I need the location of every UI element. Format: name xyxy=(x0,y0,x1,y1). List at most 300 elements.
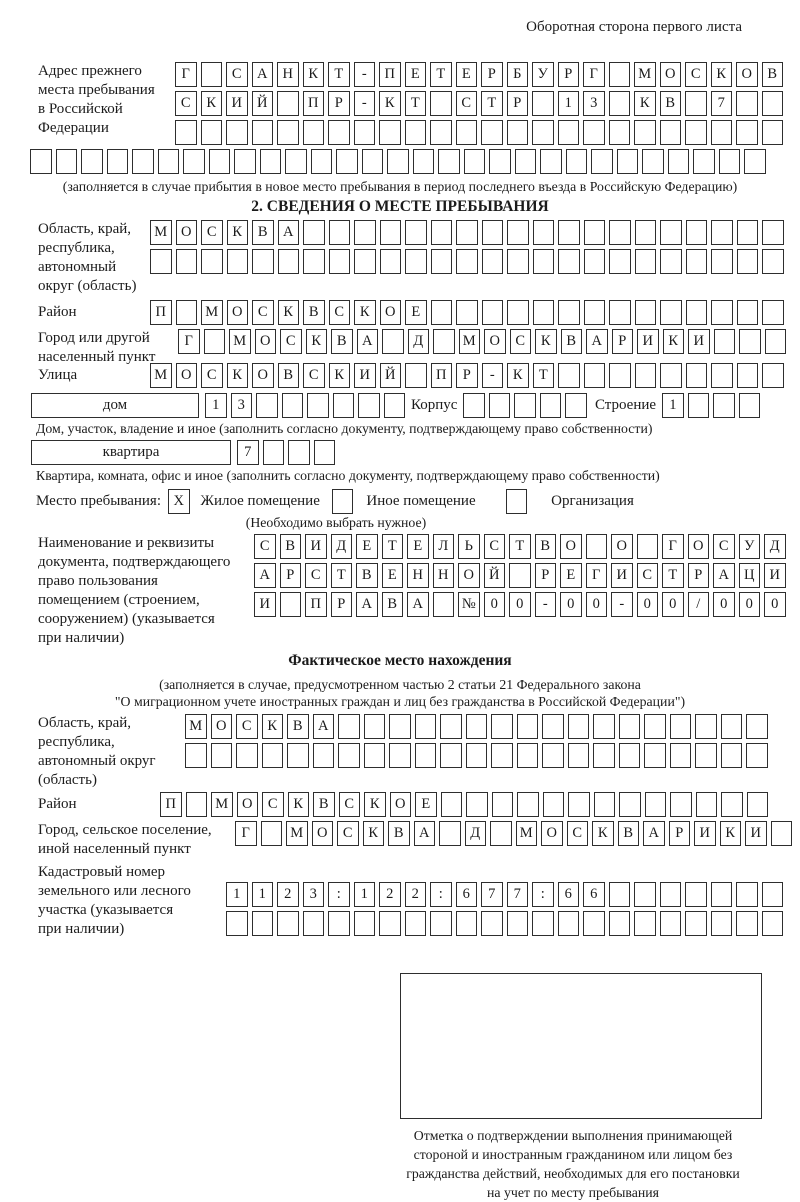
char-box[interactable]: Т xyxy=(533,363,555,388)
char-box[interactable] xyxy=(634,120,656,145)
char-box[interactable] xyxy=(328,911,350,936)
char-box[interactable] xyxy=(132,149,154,174)
char-box[interactable]: Е xyxy=(415,792,437,817)
char-box[interactable] xyxy=(660,363,682,388)
char-box[interactable] xyxy=(660,911,682,936)
char-box[interactable]: М xyxy=(150,220,172,245)
char-box[interactable] xyxy=(736,882,758,907)
char-box[interactable]: Л xyxy=(433,534,455,559)
char-box[interactable] xyxy=(482,220,504,245)
char-box[interactable]: И xyxy=(305,534,327,559)
char-box[interactable]: Р xyxy=(481,62,503,87)
char-box[interactable] xyxy=(583,120,605,145)
char-box[interactable] xyxy=(695,714,717,739)
char-box[interactable] xyxy=(261,821,283,846)
char-box[interactable]: А xyxy=(713,563,735,588)
char-box[interactable] xyxy=(737,249,759,274)
char-box[interactable] xyxy=(507,120,529,145)
char-box[interactable]: Р xyxy=(456,363,478,388)
char-box[interactable]: Д xyxy=(764,534,786,559)
char-box[interactable] xyxy=(491,714,513,739)
char-box[interactable] xyxy=(481,120,503,145)
char-box[interactable] xyxy=(201,62,223,87)
char-box[interactable]: 1 xyxy=(205,393,227,418)
char-box[interactable] xyxy=(431,220,453,245)
char-box[interactable] xyxy=(354,120,376,145)
char-box[interactable]: О xyxy=(611,534,633,559)
char-box[interactable]: Е xyxy=(560,563,582,588)
char-box[interactable] xyxy=(263,440,285,465)
char-box[interactable]: Д xyxy=(408,329,430,354)
char-box[interactable]: С xyxy=(484,534,506,559)
char-box[interactable] xyxy=(695,743,717,768)
checkbox-other-premises[interactable] xyxy=(332,489,354,514)
char-box[interactable]: Т xyxy=(331,563,353,588)
char-box[interactable]: М xyxy=(229,329,251,354)
char-box[interactable] xyxy=(635,300,657,325)
char-box[interactable] xyxy=(670,743,692,768)
char-box[interactable] xyxy=(762,220,784,245)
char-box[interactable] xyxy=(765,329,787,354)
char-box[interactable]: О xyxy=(736,62,758,87)
char-box[interactable]: О xyxy=(560,534,582,559)
char-box[interactable] xyxy=(252,249,274,274)
char-box[interactable] xyxy=(439,821,461,846)
char-box[interactable]: Е xyxy=(382,563,404,588)
char-box[interactable] xyxy=(634,882,656,907)
char-box[interactable]: А xyxy=(313,714,335,739)
char-box[interactable] xyxy=(711,220,733,245)
char-box[interactable]: М xyxy=(286,821,308,846)
char-box[interactable]: С xyxy=(254,534,276,559)
char-box[interactable]: К xyxy=(303,62,325,87)
char-box[interactable]: М xyxy=(201,300,223,325)
char-box[interactable] xyxy=(285,149,307,174)
char-box[interactable] xyxy=(440,714,462,739)
char-box[interactable] xyxy=(586,534,608,559)
char-box[interactable] xyxy=(431,249,453,274)
char-box[interactable]: Г xyxy=(175,62,197,87)
char-box[interactable]: О xyxy=(255,329,277,354)
char-box[interactable]: В xyxy=(660,91,682,116)
char-box[interactable] xyxy=(507,249,529,274)
char-box[interactable] xyxy=(558,120,580,145)
char-box[interactable] xyxy=(711,911,733,936)
char-box[interactable]: А xyxy=(643,821,665,846)
char-box[interactable] xyxy=(762,249,784,274)
char-box[interactable]: А xyxy=(407,592,429,617)
char-box[interactable]: Р xyxy=(688,563,710,588)
char-box[interactable] xyxy=(415,714,437,739)
char-box[interactable]: И xyxy=(637,329,659,354)
char-box[interactable]: А xyxy=(278,220,300,245)
char-box[interactable] xyxy=(328,120,350,145)
char-box[interactable]: К xyxy=(262,714,284,739)
char-box[interactable] xyxy=(542,743,564,768)
char-box[interactable] xyxy=(338,714,360,739)
char-box[interactable] xyxy=(413,149,435,174)
char-box[interactable] xyxy=(252,911,274,936)
char-box[interactable]: О xyxy=(390,792,412,817)
char-box[interactable]: 2 xyxy=(379,882,401,907)
char-box[interactable] xyxy=(56,149,78,174)
char-box[interactable] xyxy=(211,743,233,768)
char-box[interactable] xyxy=(721,792,743,817)
char-box[interactable]: К xyxy=(227,363,249,388)
char-box[interactable]: В xyxy=(618,821,640,846)
char-box[interactable]: Е xyxy=(456,62,478,87)
char-box[interactable] xyxy=(686,220,708,245)
char-box[interactable] xyxy=(456,220,478,245)
char-box[interactable] xyxy=(107,149,129,174)
char-box[interactable] xyxy=(685,911,707,936)
char-box[interactable] xyxy=(466,714,488,739)
char-box[interactable] xyxy=(609,300,631,325)
char-box[interactable]: И xyxy=(226,91,248,116)
char-box[interactable]: Р xyxy=(507,91,529,116)
char-box[interactable] xyxy=(364,743,386,768)
char-box[interactable] xyxy=(201,249,223,274)
char-box[interactable]: 0 xyxy=(637,592,659,617)
char-box[interactable]: Т xyxy=(430,62,452,87)
char-box[interactable] xyxy=(593,743,615,768)
char-box[interactable] xyxy=(260,149,282,174)
char-box[interactable] xyxy=(329,220,351,245)
char-box[interactable]: В xyxy=(303,300,325,325)
char-box[interactable] xyxy=(532,120,554,145)
char-box[interactable] xyxy=(619,714,641,739)
char-box[interactable]: Й xyxy=(484,563,506,588)
char-box[interactable] xyxy=(307,393,329,418)
char-box[interactable]: Г xyxy=(662,534,684,559)
char-box[interactable]: Е xyxy=(405,62,427,87)
char-box[interactable] xyxy=(490,821,512,846)
char-box[interactable] xyxy=(456,120,478,145)
char-box[interactable]: Р xyxy=(669,821,691,846)
char-box[interactable]: Д xyxy=(465,821,487,846)
char-box[interactable] xyxy=(464,149,486,174)
char-box[interactable] xyxy=(568,743,590,768)
char-box[interactable] xyxy=(176,300,198,325)
char-box[interactable] xyxy=(660,300,682,325)
char-box[interactable] xyxy=(489,149,511,174)
char-box[interactable]: С xyxy=(252,300,274,325)
char-box[interactable] xyxy=(532,911,554,936)
char-box[interactable] xyxy=(430,120,452,145)
char-box[interactable] xyxy=(405,911,427,936)
char-box[interactable]: И xyxy=(745,821,767,846)
char-box[interactable] xyxy=(303,120,325,145)
char-box[interactable] xyxy=(594,792,616,817)
char-box[interactable]: 0 xyxy=(560,592,582,617)
char-box[interactable] xyxy=(617,149,639,174)
char-box[interactable]: М xyxy=(459,329,481,354)
char-box[interactable]: О xyxy=(660,62,682,87)
char-box[interactable] xyxy=(482,249,504,274)
char-box[interactable] xyxy=(711,249,733,274)
char-box[interactable] xyxy=(362,149,384,174)
char-box[interactable] xyxy=(389,743,411,768)
char-box[interactable]: А xyxy=(254,563,276,588)
char-box[interactable]: В xyxy=(278,363,300,388)
char-box[interactable]: К xyxy=(363,821,385,846)
char-box[interactable]: П xyxy=(150,300,172,325)
char-box[interactable]: С xyxy=(201,363,223,388)
char-box[interactable] xyxy=(566,149,588,174)
char-box[interactable] xyxy=(517,714,539,739)
char-box[interactable] xyxy=(333,393,355,418)
char-box[interactable] xyxy=(685,882,707,907)
char-box[interactable]: О xyxy=(688,534,710,559)
char-box[interactable]: Р xyxy=(612,329,634,354)
char-box[interactable]: М xyxy=(634,62,656,87)
char-box[interactable] xyxy=(686,363,708,388)
char-box[interactable] xyxy=(517,792,539,817)
char-box[interactable]: 6 xyxy=(558,882,580,907)
char-box[interactable] xyxy=(609,911,631,936)
char-box[interactable] xyxy=(619,743,641,768)
char-box[interactable]: М xyxy=(211,792,233,817)
char-box[interactable] xyxy=(762,363,784,388)
char-box[interactable]: 0 xyxy=(586,592,608,617)
char-box[interactable] xyxy=(584,249,606,274)
char-box[interactable]: К xyxy=(201,91,223,116)
char-box[interactable] xyxy=(739,393,761,418)
char-box[interactable]: В xyxy=(382,592,404,617)
char-box[interactable] xyxy=(584,300,606,325)
char-box[interactable]: В xyxy=(252,220,274,245)
char-box[interactable] xyxy=(558,363,580,388)
char-box[interactable]: 1 xyxy=(558,91,580,116)
char-box[interactable] xyxy=(686,249,708,274)
char-box[interactable] xyxy=(380,249,402,274)
char-box[interactable]: И xyxy=(254,592,276,617)
char-box[interactable]: Р xyxy=(558,62,580,87)
char-box[interactable]: С xyxy=(567,821,589,846)
char-box[interactable] xyxy=(762,91,784,116)
char-box[interactable] xyxy=(568,714,590,739)
char-box[interactable] xyxy=(660,882,682,907)
char-box[interactable]: / xyxy=(688,592,710,617)
char-box[interactable] xyxy=(314,440,336,465)
char-box[interactable]: 1 xyxy=(226,882,248,907)
char-box[interactable]: К xyxy=(329,363,351,388)
char-box[interactable]: В xyxy=(388,821,410,846)
char-box[interactable] xyxy=(509,563,531,588)
char-box[interactable] xyxy=(660,120,682,145)
char-box[interactable]: 7 xyxy=(237,440,259,465)
char-box[interactable] xyxy=(514,393,536,418)
char-box[interactable] xyxy=(543,792,565,817)
char-box[interactable] xyxy=(558,300,580,325)
char-box[interactable] xyxy=(540,393,562,418)
char-box[interactable] xyxy=(711,363,733,388)
char-box[interactable] xyxy=(440,743,462,768)
char-box[interactable] xyxy=(747,792,769,817)
char-box[interactable]: Т xyxy=(481,91,503,116)
char-box[interactable] xyxy=(489,393,511,418)
char-box[interactable]: И xyxy=(354,363,376,388)
char-box[interactable]: К xyxy=(278,300,300,325)
char-box[interactable] xyxy=(175,120,197,145)
char-box[interactable]: И xyxy=(694,821,716,846)
char-box[interactable]: Н xyxy=(407,563,429,588)
char-box[interactable] xyxy=(744,149,766,174)
char-box[interactable] xyxy=(382,329,404,354)
char-box[interactable] xyxy=(714,329,736,354)
char-box[interactable] xyxy=(354,249,376,274)
char-box[interactable] xyxy=(685,91,707,116)
char-box[interactable] xyxy=(303,911,325,936)
char-box[interactable]: О xyxy=(227,300,249,325)
char-box[interactable] xyxy=(642,149,664,174)
char-box[interactable] xyxy=(721,714,743,739)
char-box[interactable]: Т xyxy=(405,91,427,116)
char-box[interactable]: 1 xyxy=(252,882,274,907)
char-box[interactable] xyxy=(762,120,784,145)
char-box[interactable]: Ц xyxy=(739,563,761,588)
char-box[interactable] xyxy=(736,120,758,145)
char-box[interactable]: К xyxy=(288,792,310,817)
char-box[interactable]: К xyxy=(720,821,742,846)
char-box[interactable] xyxy=(584,220,606,245)
char-box[interactable] xyxy=(183,149,205,174)
char-box[interactable] xyxy=(533,220,555,245)
char-box[interactable] xyxy=(688,393,710,418)
char-box[interactable]: 1 xyxy=(354,882,376,907)
char-box[interactable] xyxy=(746,743,768,768)
char-box[interactable] xyxy=(736,91,758,116)
char-box[interactable]: 7 xyxy=(711,91,733,116)
char-box[interactable] xyxy=(313,743,335,768)
char-box[interactable]: С xyxy=(510,329,532,354)
char-box[interactable] xyxy=(737,220,759,245)
char-box[interactable]: К xyxy=(663,329,685,354)
char-box[interactable]: В xyxy=(313,792,335,817)
char-box[interactable] xyxy=(441,792,463,817)
char-box[interactable]: И xyxy=(611,563,633,588)
char-box[interactable] xyxy=(256,393,278,418)
char-box[interactable]: 7 xyxy=(481,882,503,907)
char-box[interactable]: Ь xyxy=(458,534,480,559)
char-box[interactable] xyxy=(278,249,300,274)
char-box[interactable] xyxy=(201,120,223,145)
char-box[interactable]: П xyxy=(305,592,327,617)
char-box[interactable] xyxy=(158,149,180,174)
char-box[interactable] xyxy=(405,220,427,245)
char-box[interactable]: С xyxy=(337,821,359,846)
char-box[interactable]: В xyxy=(280,534,302,559)
char-box[interactable]: - xyxy=(535,592,557,617)
char-box[interactable] xyxy=(234,149,256,174)
char-box[interactable]: О xyxy=(380,300,402,325)
char-box[interactable] xyxy=(660,249,682,274)
char-box[interactable]: О xyxy=(237,792,259,817)
char-box[interactable]: В xyxy=(331,329,353,354)
char-box[interactable]: 7 xyxy=(507,882,529,907)
char-box[interactable] xyxy=(670,792,692,817)
char-box[interactable]: К xyxy=(711,62,733,87)
char-box[interactable] xyxy=(415,743,437,768)
char-box[interactable] xyxy=(492,792,514,817)
char-box[interactable]: С xyxy=(201,220,223,245)
char-box[interactable]: 2 xyxy=(277,882,299,907)
char-box[interactable] xyxy=(737,300,759,325)
char-box[interactable]: С xyxy=(305,563,327,588)
char-box[interactable] xyxy=(637,534,659,559)
char-box[interactable]: К xyxy=(592,821,614,846)
char-box[interactable] xyxy=(431,300,453,325)
char-box[interactable] xyxy=(645,792,667,817)
char-box[interactable]: С xyxy=(713,534,735,559)
char-box[interactable] xyxy=(354,220,376,245)
char-box[interactable] xyxy=(176,249,198,274)
char-box[interactable] xyxy=(737,363,759,388)
char-box[interactable]: Т xyxy=(382,534,404,559)
char-box[interactable]: С xyxy=(456,91,478,116)
char-box[interactable]: 2 xyxy=(405,882,427,907)
char-box[interactable] xyxy=(635,220,657,245)
char-box[interactable]: Т xyxy=(662,563,684,588)
char-box[interactable]: К xyxy=(507,363,529,388)
char-box[interactable] xyxy=(584,363,606,388)
char-box[interactable]: С xyxy=(303,363,325,388)
char-box[interactable]: 0 xyxy=(764,592,786,617)
char-box[interactable]: К xyxy=(535,329,557,354)
char-box[interactable] xyxy=(380,220,402,245)
char-box[interactable]: 1 xyxy=(662,393,684,418)
char-box[interactable]: П xyxy=(431,363,453,388)
char-box[interactable]: Р xyxy=(535,563,557,588)
char-box[interactable] xyxy=(609,62,631,87)
char-box[interactable]: - xyxy=(354,62,376,87)
char-box[interactable]: В xyxy=(535,534,557,559)
char-box[interactable] xyxy=(515,149,537,174)
char-box[interactable]: К xyxy=(227,220,249,245)
char-box[interactable]: У xyxy=(532,62,554,87)
char-box[interactable] xyxy=(719,149,741,174)
char-box[interactable] xyxy=(466,792,488,817)
char-box[interactable] xyxy=(387,149,409,174)
char-box[interactable] xyxy=(287,743,309,768)
char-box[interactable] xyxy=(311,149,333,174)
char-box[interactable]: И xyxy=(764,563,786,588)
char-box[interactable]: М xyxy=(185,714,207,739)
char-box[interactable] xyxy=(565,393,587,418)
char-box[interactable] xyxy=(634,911,656,936)
char-box[interactable] xyxy=(568,792,590,817)
char-box[interactable]: В xyxy=(561,329,583,354)
char-box[interactable] xyxy=(405,249,427,274)
char-box[interactable] xyxy=(736,911,758,936)
char-box[interactable]: С xyxy=(262,792,284,817)
char-box[interactable]: С xyxy=(637,563,659,588)
char-box[interactable] xyxy=(670,714,692,739)
char-box[interactable]: К xyxy=(364,792,386,817)
char-box[interactable]: Г xyxy=(235,821,257,846)
char-box[interactable] xyxy=(185,743,207,768)
char-box[interactable] xyxy=(533,300,555,325)
char-box[interactable]: 0 xyxy=(509,592,531,617)
char-box[interactable] xyxy=(491,743,513,768)
char-box[interactable] xyxy=(209,149,231,174)
char-box[interactable]: В xyxy=(356,563,378,588)
char-box[interactable] xyxy=(644,743,666,768)
char-box[interactable]: Т xyxy=(328,62,350,87)
char-box[interactable] xyxy=(507,300,529,325)
char-box[interactable]: С xyxy=(339,792,361,817)
char-box[interactable]: С xyxy=(226,62,248,87)
